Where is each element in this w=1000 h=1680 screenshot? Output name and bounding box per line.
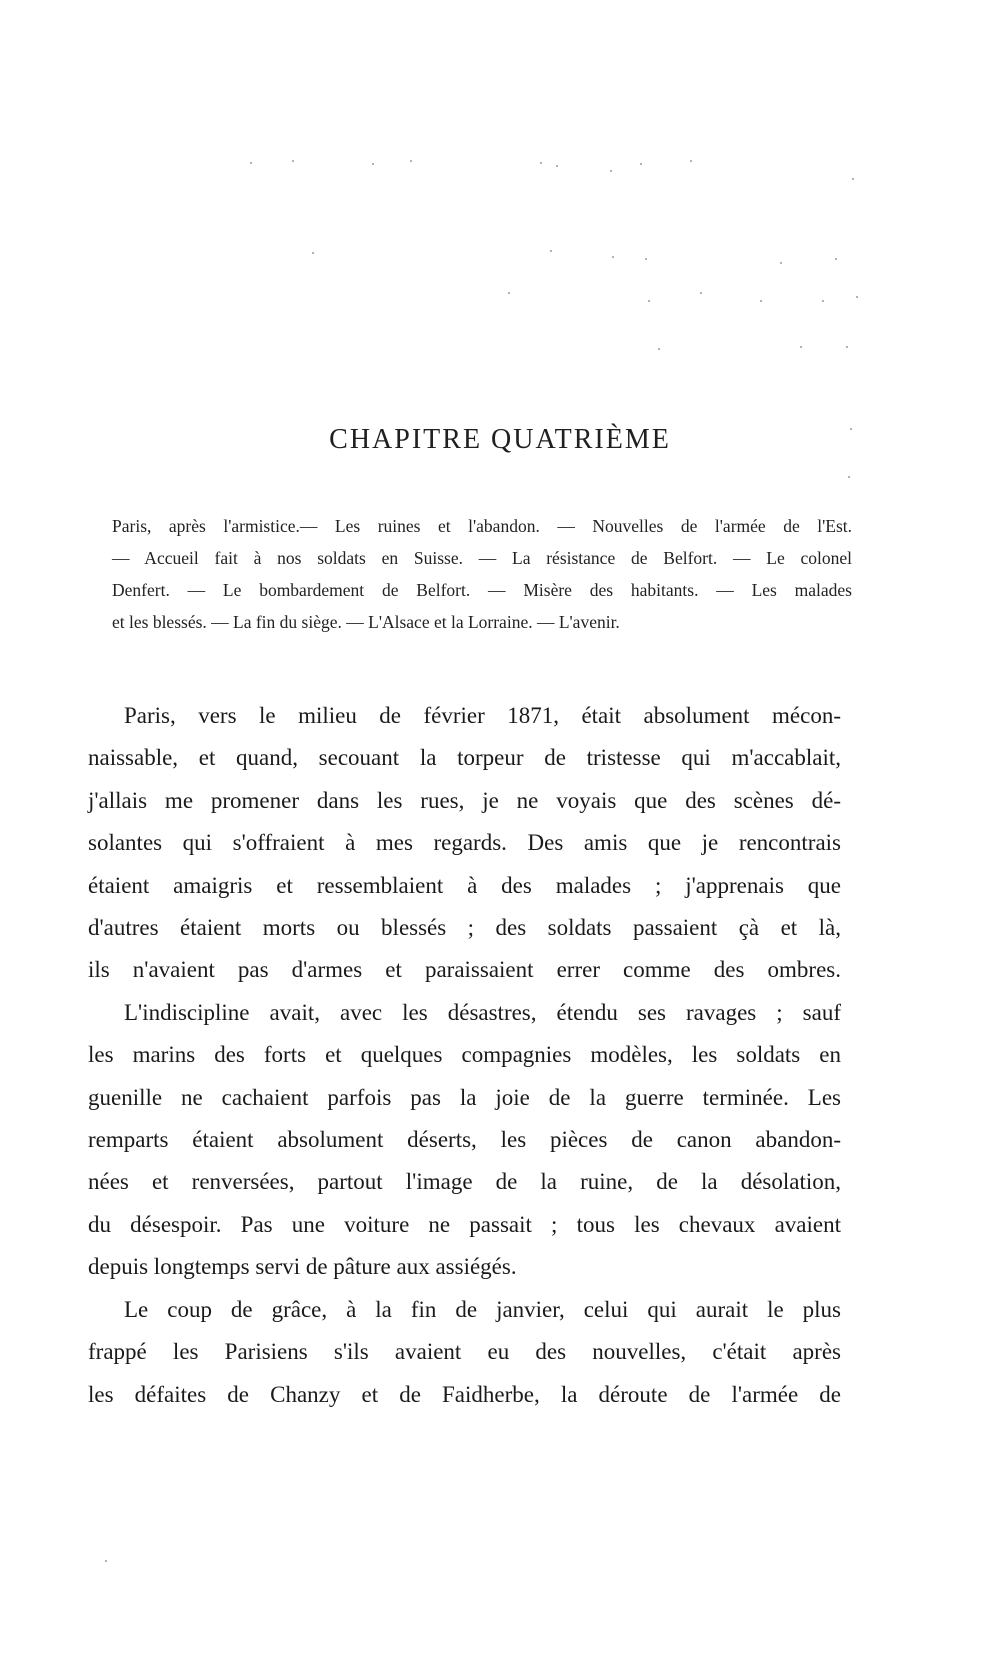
text-line: solantes qui s'offraient à mes regards. Des amis que je rencontrais: [88, 830, 841, 856]
speck: [852, 178, 854, 180]
paragraph: [88, 695, 841, 992]
speck: [640, 163, 642, 165]
text-line: étaient amaigris et ressemblaient à des malades ; j'apprenais que: [88, 872, 841, 898]
speck: [540, 162, 542, 164]
speck: [105, 1560, 107, 1562]
speck: [835, 258, 837, 260]
speck: [312, 252, 314, 254]
speck: [846, 346, 848, 348]
text-line: nées et renversées, partout l'image de la ruine, de la désolation,: [88, 1169, 841, 1195]
summary-line: — Accueil fait à nos soldats en Suisse. — La résistance de Belfort. — Le colonel: [112, 548, 852, 568]
speck: [610, 170, 612, 172]
speck: [612, 256, 614, 258]
text-line: guenille ne cachaient parfois pas la joie de la guerre terminée. Les: [88, 1084, 841, 1110]
text-line: Paris, vers le milieu de février 1871, était absolument mécon-: [124, 703, 841, 728]
speck: [800, 346, 802, 348]
paragraph: [88, 992, 841, 1289]
text-line: les défaites de Chanzy et de Faidherbe, la déroute de l'armée de: [88, 1381, 841, 1407]
speck: [550, 250, 552, 252]
text-line: frappé les Parisiens s'ils avaient eu des nouvelles, c'était après: [88, 1339, 841, 1365]
text-line: depuis longtemps servi de pâture aux assiégés.: [88, 1254, 517, 1280]
speck: [372, 163, 374, 165]
speck: [648, 300, 650, 302]
text-line: naissable, et quand, secouant la torpeur de tristesse qui m'accablait,: [88, 745, 841, 771]
text-line: du désespoir. Pas une voiture ne passait ; tous les chevaux avaient: [88, 1211, 841, 1237]
summary-line: Denfert. — Le bombardement de Belfort. — Misère des habitants. — Les malades: [112, 580, 852, 600]
speck: [822, 300, 824, 302]
text-line: ils n'avaient pas d'armes et paraissaient errer comme des ombres.: [88, 957, 841, 983]
chapter-summary: [112, 510, 852, 638]
text-line: les marins des forts et quelques compagnies modèles, les soldats en: [88, 1042, 841, 1068]
speck: [410, 160, 412, 162]
paragraph: [88, 1289, 841, 1416]
speck: [658, 348, 660, 350]
speck: [292, 160, 294, 162]
chapter-title: CHAPITRE QUATRIÈME: [329, 424, 671, 455]
summary-line: Paris, après l'armistice.— Les ruines et l'abandon. — Nouvelles de l'armée de l'Est.: [112, 516, 852, 536]
text-line: Le coup de grâce, à la fin de janvier, celui qui aurait le plus: [124, 1296, 841, 1322]
text-line: L'indiscipline avait, avec les désastres, étendu ses ravages ; sauf: [124, 999, 841, 1025]
speck: [700, 292, 702, 294]
body-text: [88, 695, 841, 1416]
speck: [760, 300, 762, 302]
speck: [848, 476, 850, 478]
speck: [856, 296, 858, 298]
speck: [250, 162, 252, 164]
text-line: d'autres étaient morts ou blessés ; des soldats passaient çà et là,: [88, 915, 841, 941]
speck: [645, 258, 647, 260]
speck: [508, 292, 510, 294]
speck: [690, 160, 692, 162]
speck: [556, 165, 558, 167]
summary-line: et les blessés. — La fin du siège. — L'Alsace et la Lorraine. — L'avenir.: [112, 612, 620, 632]
speck: [780, 262, 782, 264]
text-line: j'allais me promener dans les rues, je ne voyais que des scènes dé-: [88, 787, 841, 813]
text-line: remparts étaient absolument déserts, les pièces de canon abandon-: [88, 1127, 841, 1153]
